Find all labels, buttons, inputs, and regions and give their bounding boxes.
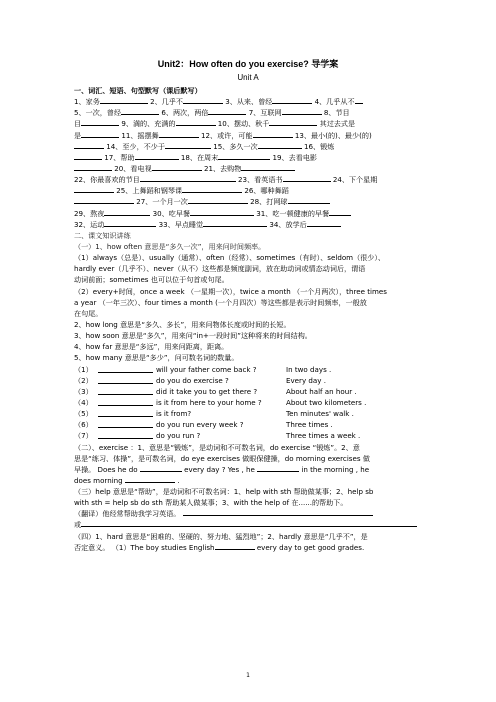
answer-blank[interactable] — [98, 397, 153, 406]
paragraph-line: 动词前面；sometimes 也可以位于句首或句尾。 — [74, 275, 229, 285]
vocab-line: 22、你最喜欢的节目 23、看英语书 24、下个星期 — [74, 175, 378, 185]
paragraph-line: hardly ever（几乎不）、never（从不）这些都是频度副词，放在助动词或情态动词后，谓语 — [74, 264, 366, 274]
paragraph-line: 早操。 Does he do every day ? Yes , he in the morning , he — [74, 464, 370, 474]
answer-blank[interactable] — [98, 430, 153, 439]
paragraph-line: 5、how many 意思是“多少”，问可数名词的数量。 — [74, 353, 239, 363]
page-title: Unit2：How often do you exercise? 导学案 — [157, 59, 339, 69]
page-subtitle: Unit A — [237, 73, 259, 82]
section-heading: 一、词汇、短语、句型默写（课后默写） — [74, 86, 202, 95]
document-content — [74, 85, 424, 553]
paragraph-line: （三）help 意思是“帮助”，是动词和不可数名词：1、help with sth 帮助做某事；2、help sb — [74, 487, 374, 497]
paragraph-line: 3、how soon 意思是“多久”，用来问“in+一段时间”这种将来的时间结构。 — [74, 331, 312, 341]
vocab-line: 目 9、満的、充满的 10、摆动、秋千 其过去式是 — [74, 119, 356, 129]
section-heading: 二、课文知识讲练 — [74, 230, 131, 240]
answer-blank[interactable] — [98, 375, 153, 384]
page-number: 1 — [246, 672, 250, 679]
paragraph-line: （四）1、hard 意思是“困难的、坚硬的、努力地、猛烈地”；2、hardly 意思是“几乎不”，是 — [74, 531, 368, 541]
paragraph-line: 2、how long 意思是“多久、多长”，用来问物体长度或时间的长短。 — [74, 319, 291, 329]
vocab-line: 14、至少，不少于 15、多久一次 16、锻炼 — [74, 141, 424, 152]
vocab-line: 27、一个月一次 28、打网球 — [74, 196, 424, 207]
paragraph-line: a year （一年三次）、four times a month (一个月四次）等这些都是表示时间频率，一般放 — [74, 297, 367, 307]
vocab-line: 32、运动 33、早点睡觉 34、放学后 — [74, 219, 424, 230]
question-row: （7） do you run ? Three times a week . — [74, 431, 361, 441]
vocab-line: 29、熬夜 30、吃早餐 31、吃一顿健康的早餐 — [74, 208, 424, 219]
question-row: （5） is it from? Ten minutes' walk . — [74, 409, 354, 419]
paragraph-line: 4、how far 意思是“多远”，用来问距离，距离。 — [74, 342, 229, 352]
vocab-line: 1、家务 2、几乎不 3、从来、曾经 4、几乎从不 — [74, 96, 424, 107]
answer-blank[interactable] — [98, 364, 153, 373]
answer-blank[interactable] — [98, 386, 153, 395]
answer-blank[interactable] — [98, 419, 153, 428]
question-row: （2） do you do exercise ? Every day . — [74, 375, 326, 385]
paragraph-line: （一）1、how often 意思是“多久一次”，用来问时间频率。 — [74, 241, 266, 251]
question-row: （3） did it take you to get there ? About half an hour . — [74, 386, 357, 396]
question-row: （1） will your father come back ? In two days . — [74, 364, 332, 374]
answer-blank[interactable] — [98, 408, 153, 417]
question-row: （6） do you run every week ? Three times . — [74, 420, 333, 430]
paragraph-line: does morning . — [74, 475, 180, 485]
paragraph-line: （2）every+时间，once a week （一星期一次），twice a month （一个月两次），three times — [74, 286, 387, 296]
question-row: （4） is it from here to your home ? About two kilometers . — [74, 397, 367, 407]
paragraph-line: with sth = help sb do sth 帮助某人做某事；3、with the help of 在......的帮助下。 — [74, 498, 348, 508]
vocab-line: 5、一次，曾经 6、两次，两倍 7、互联网 8、节目 — [74, 108, 350, 118]
paragraph-line: 在句尾。 — [74, 308, 103, 318]
paragraph-line: 思是“练习、体操”，是可数名词，do eye exercises 做眼保健操，do morning exercises 做 — [74, 453, 370, 463]
paragraph-line: （二）、exercise ：1、意思是“锻炼”，是动词和不可数名词，do exercise “锻炼”。2、意 — [74, 442, 360, 452]
vocab-line: 20、看电视 21、去购物 — [74, 163, 424, 174]
vocab-line: 25、上舞蹈和钢琴课 26、哪种舞蹈 — [74, 185, 424, 196]
paragraph-line: （翻译）他经常帮助我学习英语。 — [74, 508, 424, 519]
paragraph-line: 或 — [74, 519, 424, 530]
paragraph-line: （1）always（总是）、usually（通常）、often（经常）、sometimes（有时）、seldom（很少）、 — [74, 253, 385, 263]
paragraph-line: 否定意义。 （1）The boy studies English every day to get good grades. — [74, 542, 365, 552]
vocab-line: 是 11、摇摆舞 12、或许，可能 13、最小(的)、最少(的) — [74, 130, 372, 140]
vocab-line: 17、帮助 18、在周末 19、去看电影 — [74, 152, 424, 163]
